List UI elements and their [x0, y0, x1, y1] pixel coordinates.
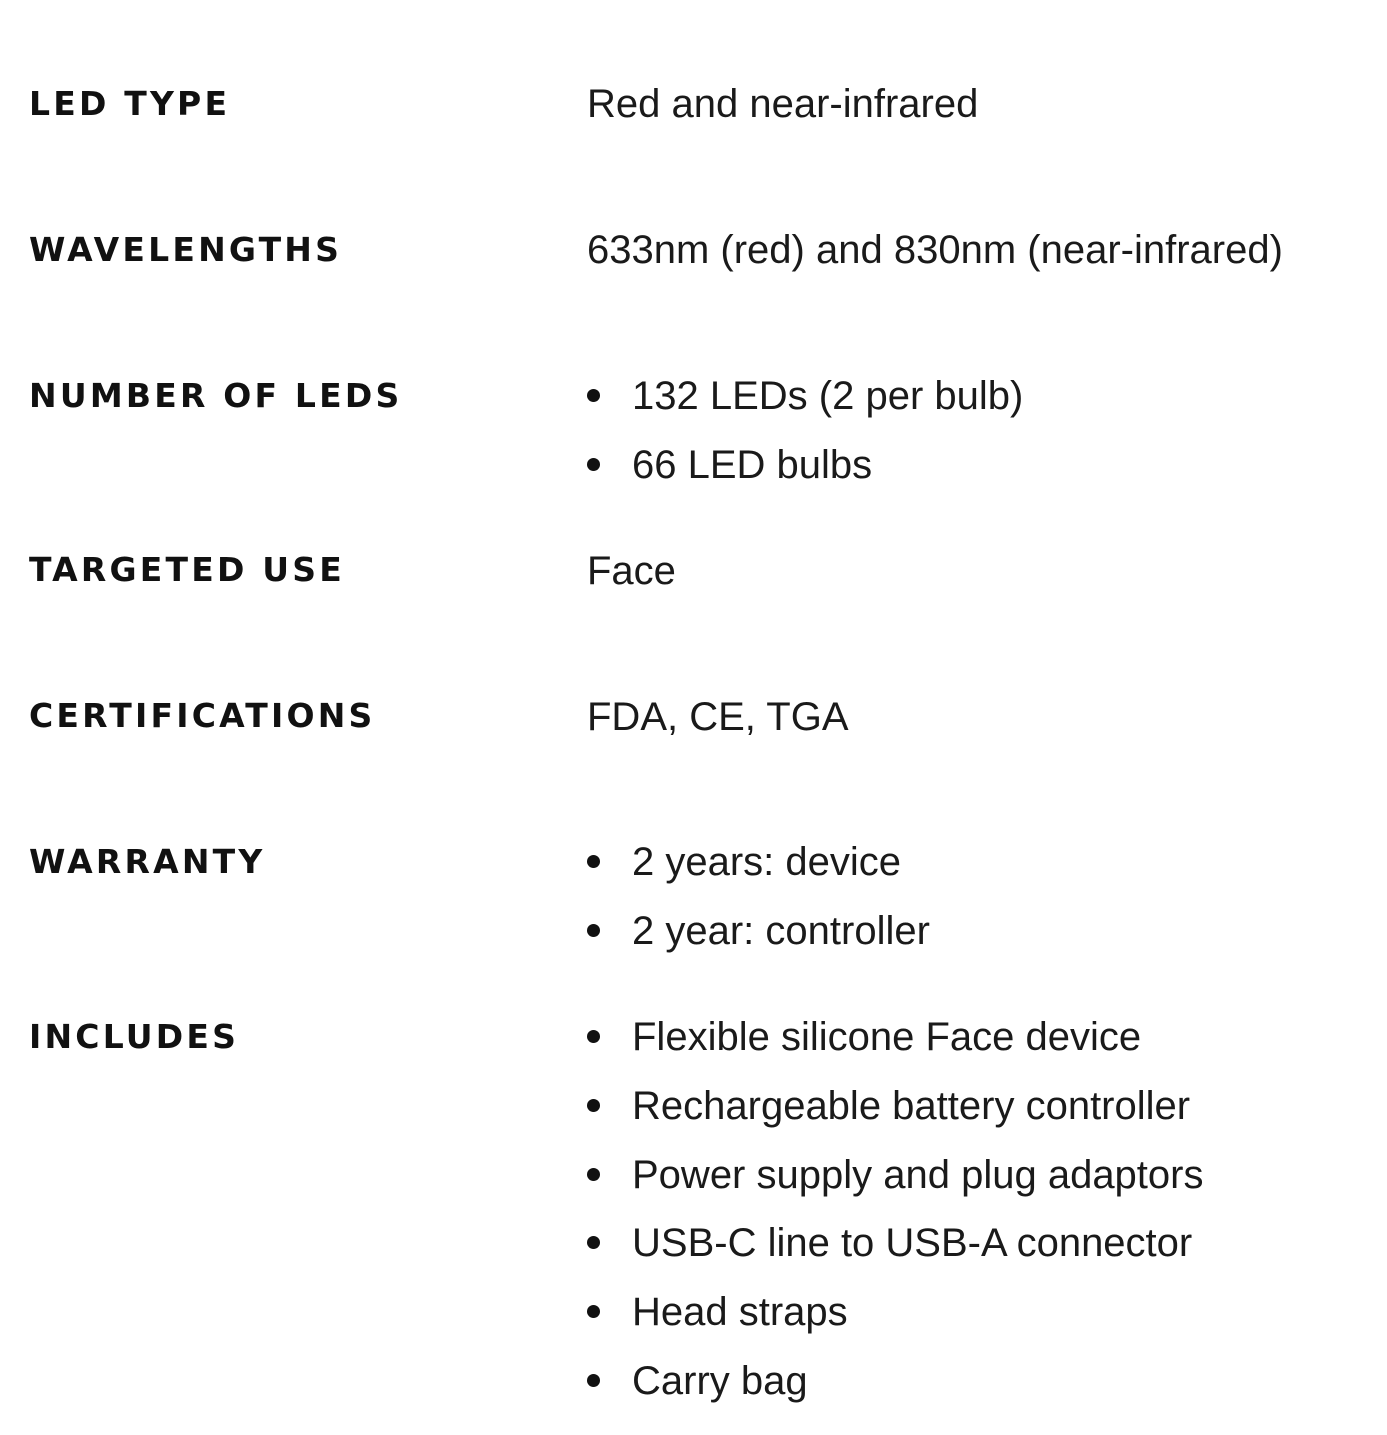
bullet-icon [587, 1168, 600, 1181]
spec-label: TARGETED USE [29, 550, 345, 589]
list-item [587, 1151, 1203, 1220]
bullet-icon [587, 458, 600, 471]
list-item-text: 132 LEDs (2 per bulb) [632, 374, 1024, 418]
bullet-icon [587, 1030, 600, 1043]
list-item [587, 441, 1023, 510]
bullet-icon [587, 855, 600, 868]
list-item [587, 907, 930, 976]
list-item [587, 1357, 1203, 1426]
list-item-text: 2 years: device [632, 840, 902, 884]
list-item-text: Flexible silicone Face device [632, 1015, 1142, 1059]
spec-label: WARRANTY [29, 842, 266, 881]
list-item-text: Carry bag [632, 1358, 808, 1403]
list-item [587, 372, 1023, 441]
spec-label: LED TYPE [29, 84, 231, 123]
spec-label: NUMBER OF LEDS [29, 376, 403, 415]
list-item [587, 838, 930, 907]
spec-label: INCLUDES [29, 1017, 240, 1056]
spec-label: CERTIFICATIONS [29, 696, 376, 735]
list-item [587, 1082, 1203, 1151]
spec-value: 633nm (red) and 830nm (near-infrared) [587, 228, 1283, 272]
spec-list [587, 1013, 1203, 1426]
spec-label: WAVELENGTHS [29, 230, 343, 269]
spec-value: Face [587, 549, 676, 593]
spec-list [587, 372, 1023, 510]
bullet-icon [587, 1236, 600, 1249]
list-item [587, 1013, 1203, 1082]
bullet-icon [587, 1099, 600, 1112]
bullet-icon [587, 1305, 600, 1318]
list-item-text: Head straps [632, 1290, 848, 1335]
list-item-text: Rechargeable battery controller [632, 1083, 1191, 1128]
spec-value: FDA, CE, TGA [587, 695, 849, 739]
spec-list [587, 838, 930, 976]
bullet-icon [587, 389, 600, 402]
bullet-icon [587, 1374, 600, 1387]
bullet-icon [587, 924, 600, 937]
list-item-text: USB-C line to USB-A connector [632, 1221, 1193, 1266]
spec-value: Red and near-infrared [587, 82, 979, 126]
list-item-text: 66 LED bulbs [632, 442, 873, 487]
list-item [587, 1219, 1203, 1288]
list-item-text: Power supply and plug adaptors [632, 1152, 1204, 1197]
list-item-text: 2 year: controller [632, 908, 930, 953]
list-item [587, 1288, 1203, 1357]
